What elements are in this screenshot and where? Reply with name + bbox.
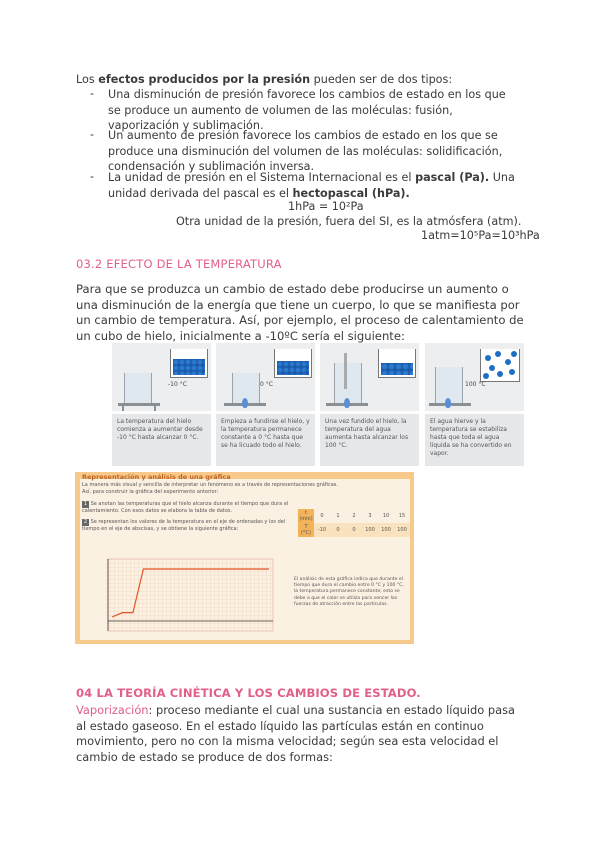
table-cell: 100 <box>381 527 391 533</box>
table-cell: 0 <box>320 513 324 519</box>
data-table <box>298 509 410 537</box>
bullet-dash: - <box>90 170 95 183</box>
panel-title: Representación y análisis de una gráfica <box>82 473 231 481</box>
atm-line: Otra unidad de la presión, fuera del SI, es la atmósfera (atm). <box>176 215 522 228</box>
stage-temp-label: 0 °C <box>260 381 273 388</box>
ice-stage-image <box>320 343 419 411</box>
stage-temp-label: -10 °C <box>168 381 187 388</box>
panel-step1: 1 Se anotan las temperaturas que el hielo alcanza durante el tiempo que dura el calentamiento. Con esos datos se elabora la tabla de datos. <box>82 501 289 514</box>
panel-intro: La manera más visual y sencilla de interpretar un fenómeno es a través de representaciones gráficas. Así, para construir la gráfica del experimento anterior: <box>82 482 338 495</box>
table-cell: 100 <box>397 527 407 533</box>
stage-caption: Empieza a fundirse el hielo, y la temperatura permanece constante a 0 °C hasta que se ha licuado todo el hielo. <box>216 414 315 466</box>
table-cell: 0 <box>336 527 340 533</box>
table-cell: 10 <box>382 513 390 519</box>
ice-stage-image <box>216 343 315 411</box>
table-header: T (°C) <box>298 523 314 537</box>
table-cell: 1 <box>336 513 340 519</box>
bullet-2: Un aumento de presión favorece los cambios de estado en los que se produce una disminución del volumen de las moléculas: solidificación, condensación y sublimación inversa. <box>108 129 503 173</box>
formula-hpa: 1hPa = 10²Pa <box>288 200 364 213</box>
chart-grid <box>108 559 273 631</box>
stage-caption: El agua hierve y la temperatura se estabiliza hasta que toda el agua líquida se ha convertido en vapor. <box>425 414 524 466</box>
stage-caption: Una vez fundido el hielo, la temperatura del agua aumenta hasta alcanzar los 100 °C. <box>320 414 419 466</box>
table-cell: 2 <box>352 513 356 519</box>
stage-caption: La temperatura del hielo comienza a aumentar desde -10 °C hasta alcanzar 0 °C. <box>112 414 211 466</box>
table-cell: 15 <box>398 513 406 519</box>
table-header: t (min) <box>299 510 313 522</box>
table-cell: 3 <box>368 513 372 519</box>
table-cell: -10 <box>317 527 327 533</box>
section04-paragraph: Vaporización: proceso mediante el cual una sustancia en estado líquido pasa al estado gaseoso. En el estado líquido las partículas están en continuo movimiento, pero no con la misma velocidad; según sea esta velocidad el cambio de estado se produce de dos formas: <box>76 703 516 764</box>
temperature-chart <box>86 555 276 637</box>
stage-temp-label: 100 °C <box>465 381 486 388</box>
intro-line: Los efectos producidos por la presión pueden ser de dos tipos: <box>76 73 453 86</box>
panel-note: El análisis de esta gráfica indica que durante el tiempo que dura el cambio entre 0 °C y 100 °C, la temperatura permanece constante; esto se debe a que el calor se utiliza para vencer las fuerzas de atracción entre las partículas. <box>294 577 404 607</box>
table-cell: 100 <box>365 527 375 533</box>
section-heading-032: 03.2 EFECTO DE LA TEMPERATURA <box>76 257 282 271</box>
formula-atm: 1atm=10⁵Pa=10³hPa <box>421 229 540 242</box>
bullet-1: Una disminución de presión favorece los cambios de estado en los que se produce un aumento de volumen de las moléculas: fusión, vaporización y sublimación. <box>108 88 506 132</box>
panel-step2: 2 Se representan los valores de la temperatura en el eje de ordenadas y los del tiempo en el eje de abscisas, y se obtiene la siguiente gráfica: <box>82 519 286 532</box>
section32-paragraph: Para que se produzca un cambio de estado debe producirse un aumento o una disminución de la energía que tiene un cuerpo, lo que se manifiesta por un cambio de temperatura. Así, por ejemplo, el proceso de calentamiento de un cubo de hielo, inicialmente a -10ºC sería el siguiente: <box>76 282 524 343</box>
ice-stage-image <box>112 343 211 411</box>
bullet-3: La unidad de presión en el Sistema Internacional es el pascal (Pa). Una unidad derivada del pascal es el hectopascal (hPa). <box>108 171 515 200</box>
bullet-dash: - <box>90 128 95 141</box>
ice-stage-image <box>425 343 524 411</box>
graph-panel-inner <box>80 473 410 640</box>
table-cell: 0 <box>352 527 356 533</box>
bullet-dash: - <box>90 87 95 100</box>
section-heading-04: 04 LA TEORÍA CINÉTICA Y LOS CAMBIOS DE ESTADO. <box>76 686 421 700</box>
